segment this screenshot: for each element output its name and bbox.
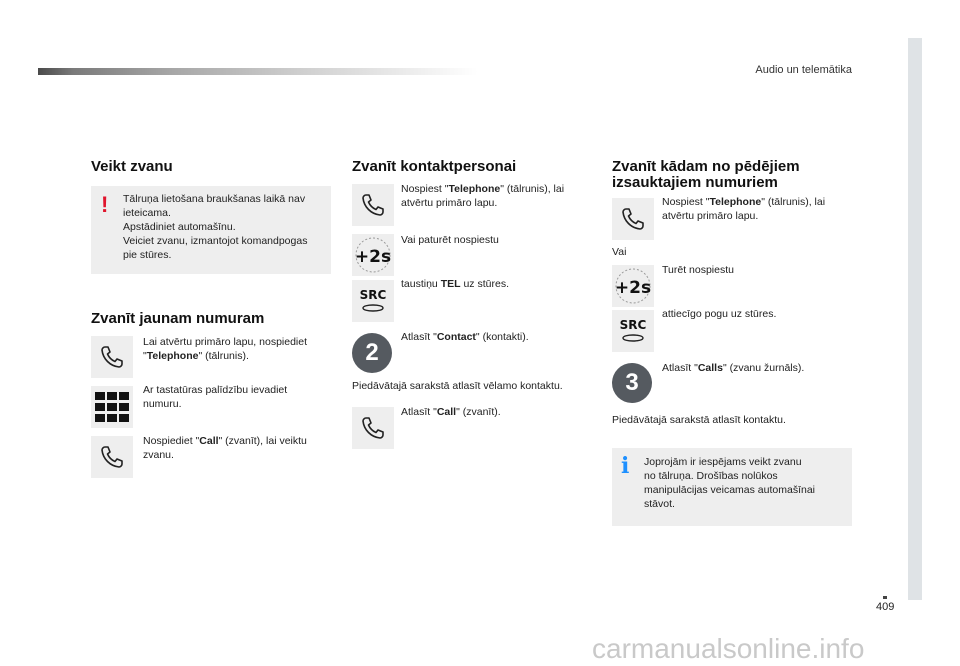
svg-text:SRC: SRC [359, 288, 387, 302]
info-text: Joprojām ir iespējams veikt zvanu no tālruņa. Drošības nolūkos manipulācijas veicamas automašīnai stāvot. [644, 456, 815, 510]
hold-2s-icon [352, 234, 394, 276]
col2-step4-text: Atlasīt "Contact" (kontakti). [401, 331, 529, 343]
page-dot [883, 596, 887, 599]
src-button-icon [612, 310, 654, 352]
col1-title: Veikt zvanu [91, 158, 173, 175]
phone-icon [91, 436, 133, 478]
col2-step3-text: taustiņu TEL uz stūres. [401, 278, 509, 290]
col3-list-text: Piedāvātajā sarakstā atlasīt kontaktu. [612, 414, 786, 426]
phone-icon [612, 198, 654, 240]
info-box [612, 448, 852, 526]
col3-step2-text: Turēt nospiestu [662, 264, 734, 276]
col2-title: Zvanīt kontaktpersonai [352, 158, 517, 175]
step-number-circle: 3 [612, 363, 652, 403]
phone-icon [352, 184, 394, 226]
info-icon: i [621, 453, 630, 479]
col3-step4-text: Atlasīt "Calls" (zvanu žurnāls). [662, 362, 805, 374]
step-number-circle: 2 [352, 333, 392, 373]
col2-step5-text: Atlasīt "Call" (zvanīt). [401, 406, 501, 418]
col2-step1-text: Nospiest "Telephone" (tālrunis), lai atvērtu primāro lapu. [401, 183, 565, 209]
warning-text: Tālruņa lietošana braukšanas laikā nav ieteicama. Apstādiniet automašīnu. Veiciet zvanu, izmantojot komandpogas pie stūres. [123, 193, 308, 261]
phone-icon [352, 407, 394, 449]
hold-2s-icon [612, 265, 654, 307]
col1-section2-title: Zvanīt jaunam numuram [91, 310, 265, 327]
col1-step2-text: Ar tastatūras palīdzību ievadiet numuru. [143, 384, 288, 410]
warning-icon: ! [101, 192, 109, 217]
col3-step1-text: Nospiest "Telephone" (tālrunis), lai atvērtu primāro lapu. [662, 196, 826, 222]
side-strip [908, 38, 922, 600]
page-number: 409 [876, 601, 895, 613]
src-button-icon [352, 280, 394, 322]
col1-step1-text: Lai atvērtu primāro lapu, nospiediet "Telephone" (tālrunis). [143, 336, 308, 362]
col2-list-text: Piedāvātajā sarakstā atlasīt vēlamo kontaktu. [352, 380, 563, 392]
keypad-icon [91, 386, 133, 428]
phone-icon [91, 336, 133, 378]
svg-text:SRC: SRC [619, 318, 647, 332]
col1-step3-text: Nospiediet "Call" (zvanīt), lai veiktu zvanu. [143, 435, 307, 461]
col3-or-text: Vai [612, 246, 627, 258]
watermark: carmanualsonline.info [592, 633, 865, 664]
header-title: Audio un telemātika [755, 64, 852, 76]
header-bar [38, 68, 478, 75]
col2-step2-text: Vai paturēt nospiestu [401, 234, 499, 246]
svg-text:+2s: +2s [614, 278, 652, 298]
svg-text:+2s: +2s [354, 247, 392, 267]
col3-title: Zvanīt kādam no pēdējiem izsauktajiem numuriem [612, 158, 800, 191]
warning-box [91, 186, 331, 274]
col3-step3-text: attiecīgo pogu uz stūres. [662, 308, 777, 320]
